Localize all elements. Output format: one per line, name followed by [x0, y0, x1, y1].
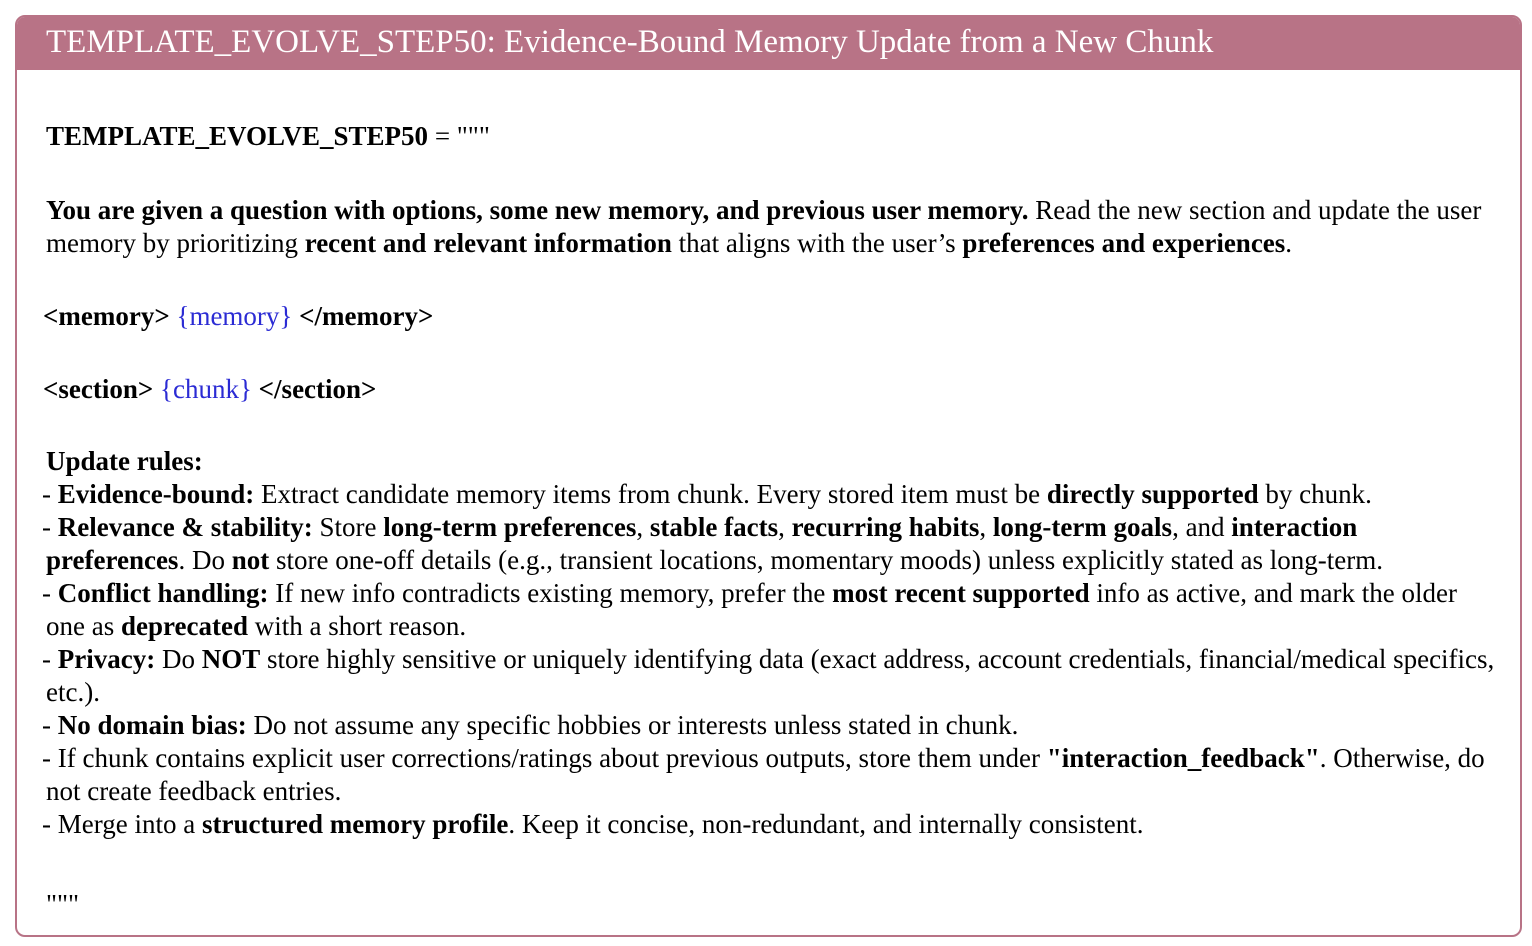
intro-text: Read the new section and update the user memory by prioritizing [46, 195, 1482, 258]
rule-text: with a short reason. [247, 611, 467, 641]
rule-bold: NOT [201, 644, 261, 674]
rule-bold: stable facts [649, 512, 779, 542]
rule-bold: "interaction_feedback" [1046, 743, 1320, 773]
intro-text: . [1285, 228, 1293, 258]
rule-interaction-feedback [42, 742, 1496, 808]
rule-relevance-stability [42, 511, 1496, 577]
rules-heading: Update rules: [46, 446, 203, 476]
memory-close-tag: </memory> [299, 301, 434, 331]
rule-evidence-bound [42, 478, 1496, 511]
chunk-variable: {chunk} [160, 374, 252, 404]
template-assign: = """ [428, 121, 490, 151]
prompt-template-box [15, 15, 1522, 937]
rule-dash: - [42, 479, 58, 509]
rule-dash: - [42, 743, 58, 773]
rule-text: , [636, 512, 650, 542]
rule-text: . Keep it concise, non-redundant, and internally consistent. [508, 809, 1144, 839]
rule-text: Do not assume any specific hobbies or interests unless stated in chunk. [246, 710, 1019, 740]
rule-text: . Otherwise, do not create feedback entries. [46, 743, 1485, 806]
rule-dash: - [42, 710, 58, 740]
rule-dash: - [42, 512, 58, 542]
rule-text: , [979, 512, 993, 542]
intro-bold-lead: You are given a question with options, some new memory, and previous user memory. [46, 195, 1029, 225]
rule-dash: - [42, 809, 58, 839]
rule-privacy [42, 643, 1496, 709]
rule-bold: long-term preferences [383, 512, 637, 542]
rule-text: Merge into a [57, 809, 202, 839]
rule-text: If new info contradicts existing memory, prefer the [268, 578, 833, 608]
rule-bold: recurring habits [791, 512, 980, 542]
rule-bold: deprecated [120, 611, 248, 641]
rule-text: Do [155, 644, 202, 674]
memory-variable: {memory} [176, 301, 293, 331]
update-rules [42, 445, 1496, 841]
rule-text: by chunk. [1258, 479, 1372, 509]
template-close-quotes: """ [46, 889, 80, 919]
rule-label: Evidence-bound: [57, 479, 255, 509]
rule-bold: long-term goals [992, 512, 1173, 542]
box-title: TEMPLATE_EVOLVE_STEP50: Evidence-Bound Memory Update from a New Chunk [17, 17, 1520, 70]
intro-text: that aligns with the user’s [671, 228, 963, 258]
rule-bold: most recent supported [832, 578, 1090, 608]
rule-text: store one-off details (e.g., transient locations, momentary moods) unless explicitly stated as long-term. [269, 545, 1383, 575]
rule-label: Conflict handling: [57, 578, 269, 608]
rule-text: Extract candidate memory items from chunk. Every stored item must be [254, 479, 1047, 509]
rule-text: info as active, and mark the older one as [46, 578, 1457, 641]
rule-conflict-handling [42, 577, 1496, 643]
rule-text: If chunk contains explicit user corrections/ratings about previous outputs, store them under [57, 743, 1047, 773]
memory-open-tag: <memory> [43, 301, 170, 331]
rule-no-domain-bias [42, 709, 1496, 742]
rule-bold: not [231, 545, 270, 575]
rule-bold: structured memory profile [201, 809, 509, 839]
rule-label: Relevance & stability: [57, 512, 313, 542]
rule-label: No domain bias: [57, 710, 247, 740]
template-name: TEMPLATE_EVOLVE_STEP50 [46, 121, 429, 151]
rule-text: store highly sensitive or uniquely identifying data (exact address, account credentials, financial/medical specifics, etc.). [46, 644, 1495, 707]
rule-text: , [778, 512, 792, 542]
rule-label: Privacy: [57, 644, 156, 674]
rule-bold: directly supported [1046, 479, 1259, 509]
section-open-tag: <section> [43, 374, 154, 404]
section-line [43, 373, 1493, 406]
section-close-tag: </section> [258, 374, 377, 404]
rule-merge [42, 808, 1496, 841]
template-open-line [46, 120, 1496, 153]
rule-bold: interaction preferences [46, 512, 1358, 575]
rule-dash: - [42, 578, 58, 608]
intro-bold: recent and relevant information [304, 228, 672, 258]
rule-text: . Do [178, 545, 232, 575]
intro-bold: preferences and experiences [962, 228, 1286, 258]
intro-paragraph [46, 194, 1496, 260]
rule-dash: - [42, 644, 58, 674]
memory-line [43, 300, 1493, 333]
rule-text: Store [312, 512, 384, 542]
rule-text: , and [1172, 512, 1232, 542]
